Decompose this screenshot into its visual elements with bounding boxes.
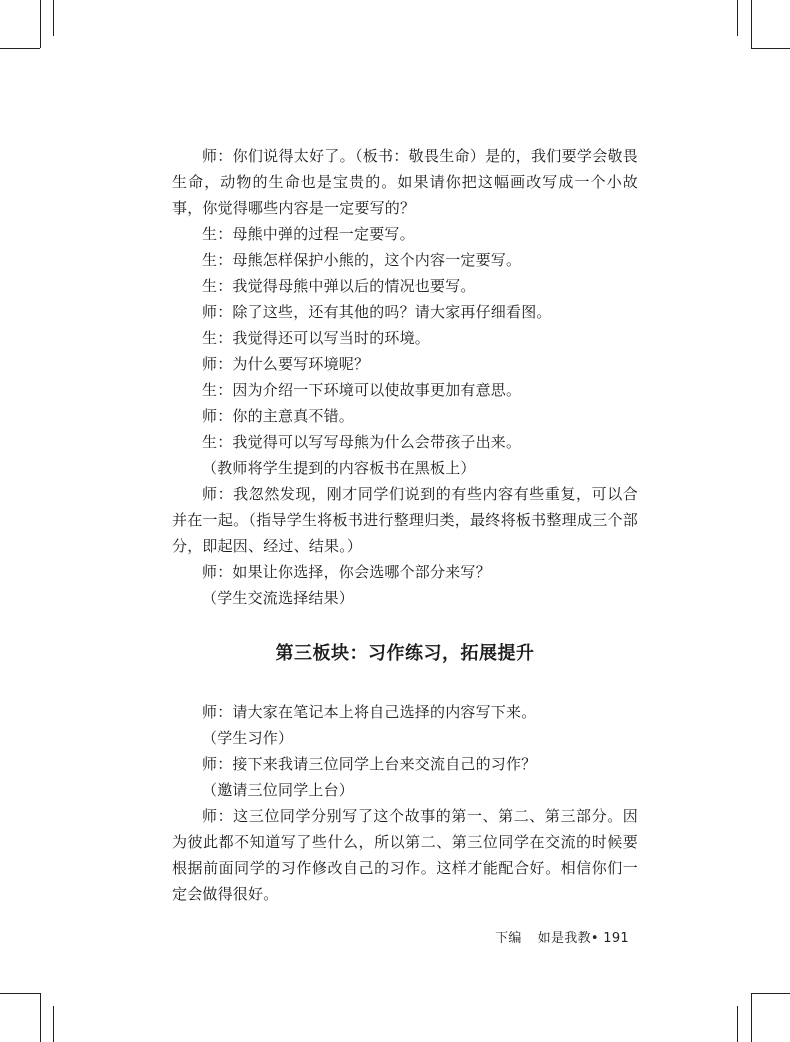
paragraph: （学生习作）: [202, 729, 294, 747]
footer-section: 下编: [495, 931, 522, 946]
page-body: [172, 143, 638, 907]
paragraph: 师：请大家在笔记本上将自己选择的内容写下来。: [202, 703, 537, 721]
paragraph: （学生交流选择结果）: [202, 589, 355, 607]
crop-mark: [737, 1006, 738, 1042]
paragraph: （邀请三位同学上台）: [202, 781, 355, 799]
crop-mark: [751, 993, 790, 994]
paragraph: 生：我觉得可以写写母熊为什么会带孩子出来。: [202, 433, 522, 451]
paragraph: 生：母熊怎样保护小熊的，这个内容一定要写。: [202, 251, 522, 269]
section-heading: 第三板块：习作练习，拓展提升: [275, 643, 535, 664]
crop-mark: [751, 48, 790, 49]
paragraph: 生：因为介绍一下环境可以使故事更加有意思。: [202, 381, 522, 399]
paragraph: 生：我觉得还可以写当时的环境。: [202, 329, 431, 347]
paragraph: 师：为什么要写环境呢？: [202, 355, 370, 373]
crop-mark: [751, 0, 752, 48]
crop-mark: [737, 0, 738, 36]
paragraph: 生：母熊中弹的过程一定要写。: [202, 225, 415, 243]
crop-mark: [0, 48, 40, 49]
crop-mark: [40, 0, 41, 48]
page-footer: [495, 927, 629, 946]
page-number: • 191: [590, 931, 629, 946]
footer-title: 如是我教: [537, 931, 591, 946]
crop-mark: [53, 1006, 54, 1042]
paragraph: （教师将学生提到的内容板书在黑板上）: [202, 459, 476, 477]
crop-mark: [53, 0, 54, 36]
crop-mark: [0, 993, 40, 994]
paragraph: 师：除了这些，还有其他的吗？请大家再仔细看图。: [202, 303, 552, 321]
paragraph: 师：接下来我请三位同学上台来交流自己的习作？: [202, 755, 537, 773]
paragraph: 师：你的主意真不错。: [202, 407, 355, 425]
paragraph: 师：你们说得太好了。（板书：敬畏生命）是的，我们要学会敬畏生命，动物的生命也是宝贵的。如果请你把这幅画改写成一个小故事，你觉得哪些内容是一定要写的？: [172, 147, 638, 217]
paragraph: 师：我忽然发现，刚才同学们说到的有些内容有些重复，可以合并在一起。（指导学生将板书进行整理归类，最终将板书整理成三个部分，即起因、经过、结果。）: [172, 485, 638, 555]
paragraph: 生：我觉得母熊中弹以后的情况也要写。: [202, 277, 476, 295]
crop-mark: [751, 993, 752, 1042]
paragraph: 师：这三位同学分别写了这个故事的第一、第二、第三部分。因为彼此都不知道写了些什么，所以第二、第三位同学在交流的时候要根据前面同学的习作修改自己的习作。这样才能配合好。相信你们一定会做得很好。: [172, 807, 638, 903]
crop-mark: [40, 993, 41, 1042]
paragraph: 师：如果让你选择，你会选哪个部分来写？: [202, 563, 491, 581]
